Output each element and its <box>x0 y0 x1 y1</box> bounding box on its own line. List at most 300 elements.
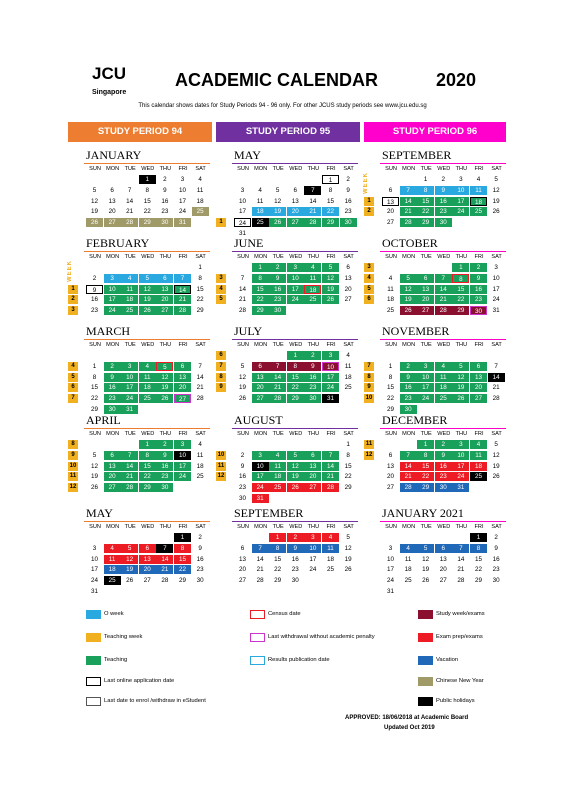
calendar-day: 19 <box>452 383 469 392</box>
calendar-day: 1 <box>423 176 428 183</box>
calendar-day: 27 <box>252 394 269 403</box>
calendar-day: 8 <box>92 373 97 381</box>
calendar-day: 27 <box>386 219 394 227</box>
weekday-header: TUE <box>124 166 136 172</box>
calendar-day: 9 <box>494 544 498 552</box>
teaching-week-number: 9 <box>68 451 78 460</box>
calendar-day: 17 <box>386 566 394 574</box>
calendar-day: 25 <box>326 566 334 574</box>
teaching-week-number: 5 <box>68 373 78 382</box>
calendar-day: 23 <box>435 207 452 216</box>
weekday-header: SUN <box>385 342 397 348</box>
calendar-day: 11 <box>256 197 264 205</box>
calendar-day <box>139 533 156 542</box>
calendar-day: 9 <box>156 451 173 460</box>
calendar-day: 19 <box>90 473 98 481</box>
weekday-header: TUE <box>272 342 284 348</box>
weekday-header: SUN <box>385 431 397 437</box>
calendar-day: 23 <box>344 208 352 216</box>
calendar-day <box>192 351 209 360</box>
calendar-day: 31 <box>452 483 469 492</box>
calendar-day: 6 <box>293 186 298 194</box>
calendar-day <box>139 351 156 360</box>
calendar-day: 10 <box>304 544 321 553</box>
calendar-day: 21 <box>174 295 191 304</box>
weekday-header: TUE <box>272 524 284 530</box>
calendar-day: 28 <box>435 306 452 315</box>
calendar-day: 3 <box>304 533 321 542</box>
month-underline <box>380 163 506 164</box>
calendar-day: 25 <box>192 207 209 216</box>
weekday-header: MON <box>106 524 120 530</box>
weekday-header: SAT <box>195 524 206 530</box>
legend-swatch <box>86 633 101 642</box>
calendar-day: 26 <box>126 577 134 585</box>
calendar-day: 21 <box>322 472 339 481</box>
legend-label: Public holidays <box>436 698 475 704</box>
calendar-day: 30 <box>238 495 246 502</box>
month-underline <box>84 251 210 252</box>
calendar-day: 21 <box>121 472 138 481</box>
calendar-day: 9 <box>435 451 452 460</box>
calendar-day: 18 <box>404 566 412 574</box>
calendar-day: 13 <box>238 555 246 563</box>
calendar-day: 24 <box>452 472 469 481</box>
calendar-day: 20 <box>252 383 269 392</box>
month-name: NOVEMBER <box>382 324 450 338</box>
calendar-day <box>139 405 156 414</box>
legend-label: Vacation <box>436 657 459 663</box>
calendar-day: 4 <box>304 263 321 272</box>
teaching-week-number: 4 <box>68 362 78 371</box>
calendar-day: 14 <box>238 285 246 293</box>
calendar-day: 11 <box>404 555 412 563</box>
calendar-day: 7 <box>400 451 417 460</box>
calendar-day: 15 <box>452 285 469 294</box>
weekday-header: SUN <box>385 254 397 260</box>
calendar-day: 6 <box>388 186 393 194</box>
calendar-day: 4 <box>470 440 487 449</box>
calendar-day: 24 <box>252 483 269 492</box>
weekday-header: MON <box>106 342 120 348</box>
calendar-day <box>86 175 103 184</box>
calendar-day: 5 <box>346 534 350 541</box>
calendar-day: 30 <box>470 306 487 315</box>
weekday-header: TUE <box>124 254 136 260</box>
calendar-day <box>470 483 487 492</box>
calendar-day: 2 <box>198 534 202 541</box>
calendar-day <box>86 263 103 272</box>
calendar-day <box>234 351 251 360</box>
weekday-header: THU <box>159 342 172 348</box>
calendar-day: 16 <box>156 462 173 471</box>
calendar-day: 28 <box>174 306 191 315</box>
calendar-day: 16 <box>344 197 352 205</box>
calendar-day: 6 <box>346 264 350 271</box>
weekday-header: SUN <box>89 254 101 260</box>
calendar-day <box>382 263 399 272</box>
calendar-day: 13 <box>156 285 173 294</box>
calendar-day: 15 <box>90 384 98 392</box>
calendar-day <box>174 483 191 492</box>
calendar-day: 1 <box>252 263 269 272</box>
calendar-day: 13 <box>104 462 121 471</box>
calendar-day: 13 <box>291 197 299 205</box>
calendar-day: 27 <box>344 296 352 304</box>
calendar-day: 6 <box>174 362 191 371</box>
calendar-day: 10 <box>121 373 138 382</box>
calendar-day: 23 <box>400 394 417 403</box>
calendar-day: 4 <box>139 362 156 371</box>
legend-swatch <box>86 697 101 706</box>
calendar-day <box>252 440 269 449</box>
legend-label: Last withdrawal without academic penalty <box>268 634 375 640</box>
calendar-day: 7 <box>400 186 417 195</box>
calendar-day <box>488 218 505 227</box>
calendar-day: 7 <box>174 274 191 283</box>
weekday-header: TUE <box>420 524 432 530</box>
month-underline <box>232 163 358 164</box>
calendar-day <box>417 351 434 360</box>
teaching-week-number: 7 <box>216 362 226 371</box>
calendar-day: 25 <box>435 394 452 403</box>
calendar-day: 21 <box>126 208 134 216</box>
teaching-week-number: 9 <box>364 383 374 392</box>
calendar-day: 13 <box>382 197 399 206</box>
calendar-day: 25 <box>404 577 412 585</box>
month-name: AUGUST <box>234 413 283 427</box>
calendar-day: 6 <box>388 451 393 459</box>
calendar-day <box>435 263 452 272</box>
calendar-day: 27 <box>386 484 394 492</box>
calendar-day: 10 <box>174 451 191 460</box>
calendar-day: 3 <box>322 351 339 360</box>
calendar-day: 23 <box>470 295 487 304</box>
calendar-day: 3 <box>180 176 185 183</box>
week-vertical-label: WEEK <box>363 172 369 194</box>
calendar-day <box>287 306 304 315</box>
weekday-header: FRI <box>474 431 484 437</box>
calendar-day: 22 <box>252 295 269 304</box>
calendar-day <box>104 263 121 272</box>
calendar-day: 21 <box>492 384 500 392</box>
calendar-day <box>417 587 434 596</box>
calendar-day: 12 <box>90 462 98 470</box>
calendar-day: 23 <box>304 383 321 392</box>
calendar-day: 13 <box>139 555 156 564</box>
teaching-week-number: 9 <box>216 383 226 392</box>
weekday-header: THU <box>307 524 320 530</box>
study-period-96-banner: STUDY PERIOD 96 <box>364 122 506 142</box>
calendar-day: 8 <box>388 373 393 381</box>
calendar-day: 12 <box>492 451 500 459</box>
calendar-day: 29 <box>139 218 156 227</box>
calendar-day: 10 <box>178 186 186 194</box>
weekday-header: SUN <box>385 524 397 530</box>
calendar-day: 2 <box>240 451 245 459</box>
legend-label: Census date <box>268 611 301 617</box>
calendar-day: 3 <box>494 264 498 271</box>
legend-label: O week <box>104 611 124 617</box>
calendar-day: 27 <box>174 394 191 403</box>
month-name: SEPTEMBER <box>234 506 304 520</box>
weekday-header: SUN <box>237 166 249 172</box>
calendar-day: 19 <box>139 295 156 304</box>
calendar-day: 24 <box>417 394 434 403</box>
calendar-day: 12 <box>492 186 500 194</box>
calendar-day: 25 <box>139 394 156 403</box>
calendar-day: 14 <box>121 462 138 471</box>
weekday-header: THU <box>455 166 468 172</box>
legend-swatch <box>86 656 101 665</box>
teaching-week-number: 7 <box>68 394 78 403</box>
calendar-day: 30 <box>435 483 452 492</box>
calendar-day: 15 <box>417 197 434 206</box>
calendar-day: 6 <box>156 274 173 283</box>
calendar-day: 12 <box>238 373 246 381</box>
calendar-day: 17 <box>309 555 317 563</box>
calendar-day: 18 <box>344 373 352 381</box>
calendar-day: 14 <box>174 285 191 294</box>
calendar-day: 4 <box>198 176 202 183</box>
calendar-day <box>304 494 321 503</box>
weekday-header: THU <box>307 166 320 172</box>
weekday-header: FRI <box>326 342 336 348</box>
calendar-day: 6 <box>104 451 121 460</box>
calendar-day: 25 <box>304 295 321 304</box>
weekday-header: TUE <box>272 166 284 172</box>
teaching-week-number: 10 <box>217 451 225 458</box>
calendar-day: 26 <box>86 218 103 227</box>
calendar-day: 19 <box>121 565 138 574</box>
calendar-day <box>304 229 321 238</box>
calendar-day <box>304 576 321 585</box>
calendar-day <box>322 576 339 585</box>
calendar-day: 18 <box>326 555 334 563</box>
calendar-day <box>382 175 399 184</box>
weekday-header: TUE <box>124 524 136 530</box>
calendar-day: 28 <box>256 577 264 585</box>
weekday-header: FRI <box>326 166 336 172</box>
weekday-header: WED <box>141 254 155 260</box>
month-name: OCTOBER <box>382 236 438 250</box>
calendar-day <box>174 405 191 414</box>
calendar-day: 19 <box>322 285 339 294</box>
weekday-header: FRI <box>178 342 188 348</box>
weekday-header: SUN <box>89 166 101 172</box>
calendar-day <box>174 351 191 360</box>
calendar-day: 1 <box>269 533 286 542</box>
legend-swatch <box>86 677 101 686</box>
calendar-day: 20 <box>470 383 487 392</box>
calendar-day: 22 <box>452 295 469 304</box>
calendar-day: 20 <box>108 208 116 216</box>
calendar-day <box>435 351 452 360</box>
calendar-day: 14 <box>156 555 173 564</box>
weekday-header: SUN <box>89 342 101 348</box>
calendar-day: 24 <box>174 472 191 481</box>
calendar-day: 17 <box>322 373 339 382</box>
calendar-day: 25 <box>121 306 138 315</box>
calendar-day <box>452 405 469 414</box>
calendar-day: 31 <box>492 307 500 315</box>
calendar-day: 16 <box>291 555 299 563</box>
month-underline <box>380 339 506 340</box>
calendar-day: 4 <box>476 176 481 183</box>
calendar-day: 3 <box>92 544 97 552</box>
calendar-day: 2 <box>441 176 446 183</box>
calendar-day <box>269 440 286 449</box>
weekday-header: MON <box>402 431 416 437</box>
calendar-day: 26 <box>422 577 430 585</box>
calendar-day: 7 <box>156 544 173 553</box>
calendar-day: 11 <box>121 285 138 294</box>
calendar-day: 22 <box>474 566 482 574</box>
calendar-day: 16 <box>400 383 417 392</box>
teaching-week-number: 8 <box>364 373 374 382</box>
weekday-header: MON <box>106 166 120 172</box>
calendar-day: 20 <box>439 566 447 574</box>
calendar-day: 1 <box>92 362 97 370</box>
calendar-day: 25 <box>269 483 286 492</box>
calendar-day: 18 <box>196 462 204 470</box>
week-vertical-label: WEEK <box>67 260 73 282</box>
weekday-header: THU <box>159 166 172 172</box>
calendar-day: 23 <box>291 566 299 574</box>
calendar-day: 14 <box>196 373 204 381</box>
month-name: JULY <box>234 324 263 338</box>
calendar-day <box>121 263 138 272</box>
calendar-day: 15 <box>326 197 334 205</box>
calendar-day: 1 <box>417 440 434 449</box>
calendar-day: 1 <box>346 441 350 448</box>
calendar-day: 2 <box>400 362 417 371</box>
calendar-day: 28 <box>322 483 339 492</box>
calendar-day: 17 <box>252 472 269 481</box>
calendar-day: 24 <box>121 394 138 403</box>
calendar-day <box>322 494 339 503</box>
calendar-day: 20 <box>156 295 173 304</box>
calendar-day: 22 <box>90 395 98 403</box>
calendar-day <box>470 351 487 360</box>
month-name: SEPTEMBER <box>382 148 452 162</box>
calendar-day: 9 <box>435 186 452 195</box>
calendar-day: 2 <box>92 274 97 282</box>
calendar-day: 14 <box>309 197 317 205</box>
month-underline <box>232 251 358 252</box>
weekday-header: SUN <box>385 166 397 172</box>
calendar-day: 7 <box>198 362 202 370</box>
calendar-day <box>470 218 487 227</box>
calendar-day: 7 <box>322 451 339 460</box>
calendar-day: 11 <box>304 274 321 283</box>
calendar-day: 21 <box>400 472 417 481</box>
calendar-day: 10 <box>452 186 469 195</box>
calendar-day: 30 <box>269 306 286 315</box>
calendar-day: 9 <box>346 186 350 194</box>
calendar-day: 2 <box>269 263 286 272</box>
weekday-header: MON <box>254 254 268 260</box>
weekday-header: SAT <box>195 254 206 260</box>
calendar-day: 11 <box>435 373 452 382</box>
calendar-day: 21 <box>269 383 286 392</box>
legend-swatch <box>250 633 265 642</box>
weekday-header: SAT <box>491 254 502 260</box>
calendar-day: 12 <box>139 285 156 294</box>
calendar-day: 3 <box>388 544 393 552</box>
month-underline <box>84 428 210 429</box>
weekday-header: WED <box>437 524 451 530</box>
calendar-day: 17 <box>452 462 469 471</box>
calendar-day: 8 <box>470 544 487 553</box>
calendar-day <box>156 533 173 542</box>
calendar-day: 6 <box>470 362 487 371</box>
calendar-day: 26 <box>156 394 173 403</box>
calendar-day: 17 <box>174 462 191 471</box>
calendar-day: 26 <box>287 483 304 492</box>
teaching-week-number: 8 <box>68 440 78 449</box>
calendar-day: 26 <box>90 484 98 492</box>
calendar-day: 14 <box>400 197 417 206</box>
teaching-week-number: 11 <box>217 462 225 469</box>
calendar-day: 16 <box>304 373 321 382</box>
teaching-week-number: 1 <box>68 285 78 294</box>
calendar-day: 13 <box>174 373 191 382</box>
calendar-day: 12 <box>400 285 417 294</box>
teaching-week-number: 7 <box>364 362 374 371</box>
month-underline <box>84 339 210 340</box>
calendar-day: 17 <box>287 285 304 294</box>
weekday-header: SUN <box>89 431 101 437</box>
weekday-header: FRI <box>474 342 484 348</box>
legend-label: Exam prep/exams <box>436 634 483 640</box>
calendar-day <box>192 483 209 492</box>
calendar-day: 14 <box>435 285 452 294</box>
calendar-day <box>400 175 417 184</box>
calendar-day: 8 <box>417 186 434 195</box>
calendar-day: 29 <box>322 218 339 227</box>
calendar-day <box>400 587 417 596</box>
teaching-week-number: 2 <box>364 207 374 216</box>
calendar-day: 18 <box>196 197 204 205</box>
calendar-day <box>452 533 469 542</box>
calendar-day: 9 <box>470 274 487 283</box>
weekday-header: WED <box>289 254 303 260</box>
calendar-day: 16 <box>435 197 452 206</box>
calendar-day: 1 <box>139 175 156 184</box>
calendar-day <box>400 440 417 449</box>
calendar-day: 5 <box>139 274 156 283</box>
legend-swatch <box>250 610 265 619</box>
calendar-day <box>340 229 357 238</box>
calendar-day: 23 <box>156 472 173 481</box>
weekday-header: TUE <box>272 431 284 437</box>
calendar-day: 6 <box>417 274 434 283</box>
calendar-day: 26 <box>452 394 469 403</box>
calendar-day: 31 <box>386 588 394 595</box>
legend-swatch <box>250 656 265 665</box>
study-period-94-banner: STUDY PERIOD 94 <box>68 122 212 142</box>
calendar-day: 16 <box>269 285 286 294</box>
calendar-day: 14 <box>400 462 417 471</box>
calendar-day: 13 <box>417 285 434 294</box>
weekday-header: MON <box>402 524 416 530</box>
legend-label: Study week/exams <box>436 611 485 617</box>
weekday-header: SUN <box>237 342 249 348</box>
weekday-header: WED <box>141 342 155 348</box>
calendar-day: 17 <box>492 285 500 293</box>
calendar-day: 18 <box>269 472 286 481</box>
